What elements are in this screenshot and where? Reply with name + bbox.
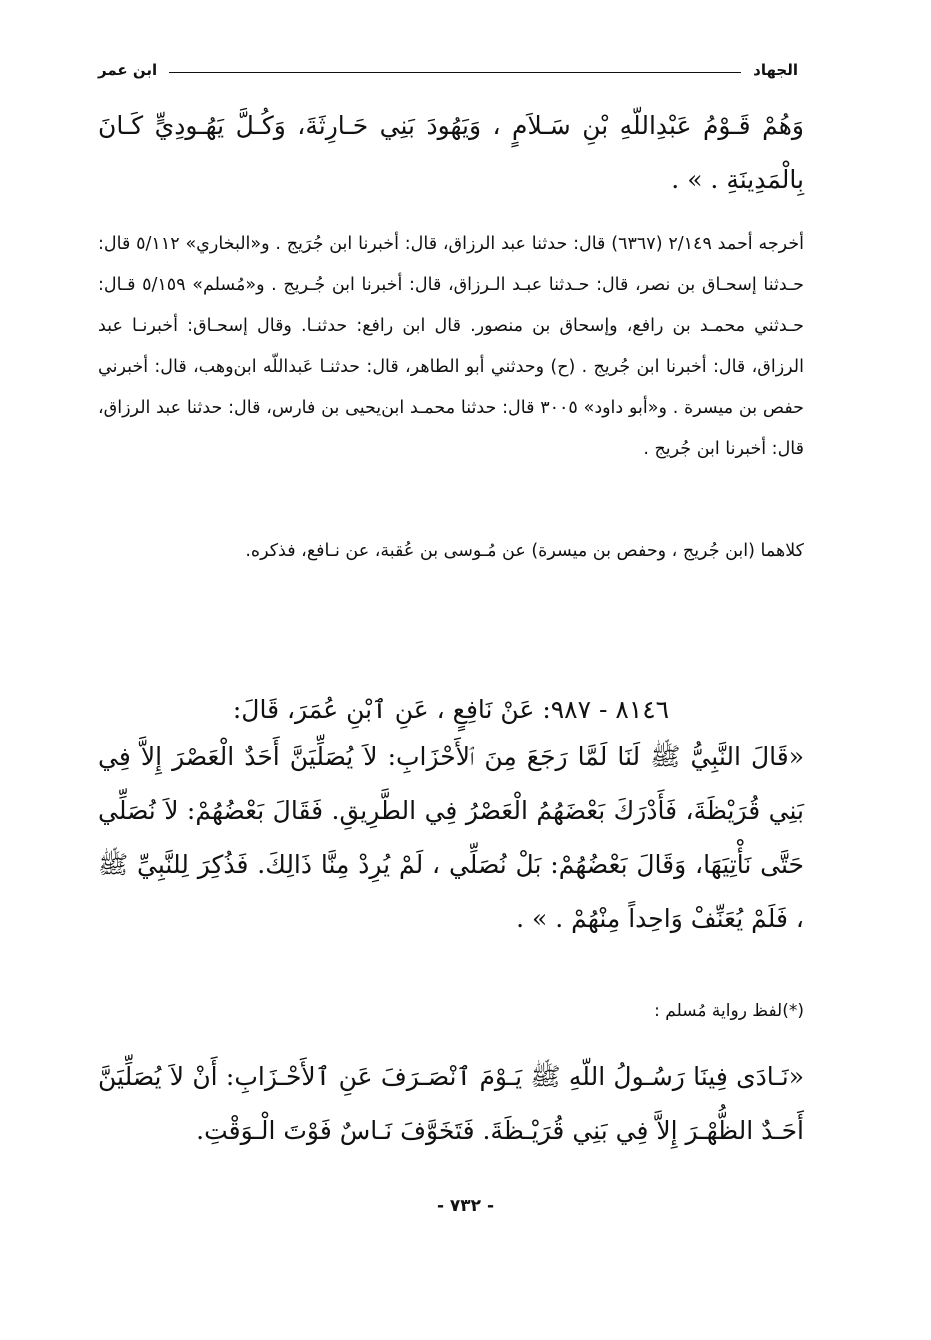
narrator-title: ابن عمر — [98, 61, 158, 79]
chapter-title: الجهاد — [753, 61, 798, 79]
takhrij-paragraph-2: كلاهما (ابن جُريج ، وحفص بن ميسرة) عن مُـوسى بن عُقبة، عن نـافع، فذكره. — [245, 541, 804, 561]
header-rule — [169, 72, 741, 73]
takhrij-paragraph-1: أخرجه أحمد ٢/١٤٩ (٦٣٦٧) قال: حدثنا عبد الرزاق، قال: أخبرنا ابن جُرَيج . و«البخاري» ٥/١١٢ قال: حـدثنا إسحـاق بن نصر، قال: حـدثنا عبـد الـرزاق، قال: أخبرنا ابن جُـريج . و«مُسلم» ٥/١٥٩ قـال: حـدثني محمـد بن رافع، وإسحاق بن منصور. قال ابن رافع: حدثنـا. وقال إسحـاق: أخبرنـا عبد الرزاق، قال: أخبرنا ابن جُريج . (ح) وحدثني أبو الطاهر، قال: حدثنـا عَبداللّه ابن‌وهب، قال: أخبرني حفص بن ميسرة . و«أبو داود» ٣٠٠٥ قال: حدثنا محمـد ابن‌يحيى بن فارس، قال: حدثنا عبد الرزاق، قال: أخبرنا ابن جُريج . — [98, 234, 805, 459]
hadith-heading: ٨١٤٦ - ٩٨٧: عَنْ نَافِعٍ ، عَنِ ٱبْنِ عُمَرَ، قَالَ: — [232, 695, 670, 724]
running-header — [98, 56, 798, 84]
page-number: - ٧٣٢ - — [436, 1196, 495, 1216]
continuation-text: وَهُمْ قَـوْمُ عَبْدِاللّهِ بْنِ سَـلاَمٍ ، وَيَهُودَ بَنِي حَـارِثَةَ، وَكُـلَّ يَهُـودِيٍّ كَـانَ بِالْمَدِينَةِ . » . — [98, 111, 804, 194]
muslim-version-text: «نَـادَى فِينَا رَسُـولُ اللّهِ ﷺ يَـوْمَ ٱنْصَـرَفَ عَنِ ٱلأَحْـزَابِ: أَنْ لاَ يُصَلِّيَنَّ أَحَـدٌ الظُّهْـرَ إِلاَّ فِي بَنِي قُرَيْـظَةَ. فَتَخَوَّفَ نَـاسٌ فَوْتَ الْـوَقْتِ. — [98, 1062, 804, 1145]
muslim-note-label: (*)لفظ رواية مُسلم : — [654, 1001, 804, 1021]
hadith-text: «قَالَ النَّبِيُّ ﷺ لَنَا لَمَّا رَجَعَ مِنَ ٱلأَحْزَابِ: لاَ يُصَلِّيَنَّ أَحَدٌ الْعَصْرَ إِلاَّ فِي بَنِي قُرَيْظَةَ، فَأَدْرَكَ بَعْضَهُمُ الْعَصْرُ فِي الطَّرِيقِ. فَقَالَ بَعْضُهُمْ: لاَ نُصَلِّي حَتَّى نَأْتِيَهَا، وَقَالَ بَعْضُهُمْ: بَلْ نُصَلِّي ، لَمْ يُرِدْ مِنَّا ذَالِكَ. فَذُكِرَ لِلنَّبِيِّ ﷺ ، فَلَمْ يُعَنِّفْ وَاحِداً مِنْهُمْ . » . — [98, 742, 804, 933]
